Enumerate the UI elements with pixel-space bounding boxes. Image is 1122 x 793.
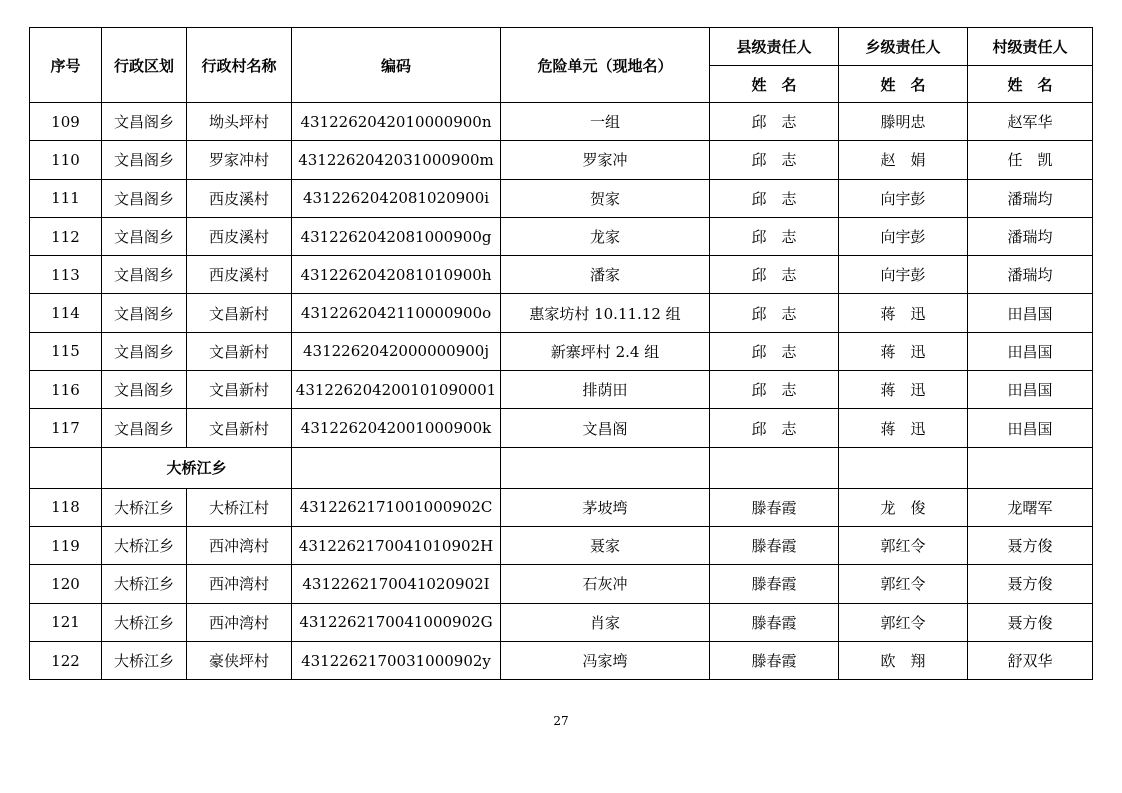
cell-seq: 119 [30,526,102,564]
table-row [30,332,1093,370]
section-row [30,447,1093,488]
cell-village-person: 龙曙军 [968,488,1093,526]
cell-seq: 112 [30,217,102,255]
cell-township-person: 赵 娟 [839,141,968,179]
cell-county-person: 滕春霞 [710,565,839,603]
cell-seq: 118 [30,488,102,526]
cell-code: 4312262042081010900h [292,256,501,294]
cell-code: 4312262171001000902C [292,488,501,526]
cell-village-person: 潘瑞均 [968,217,1093,255]
section-empty-cell [710,447,839,488]
col-header-county-name: 姓 名 [710,66,839,103]
cell-village-person: 田昌国 [968,409,1093,447]
col-header-village-resp: 村级责任人 [968,28,1093,66]
cell-unit: 冯家塆 [501,641,710,679]
cell-unit: 茅坡塆 [501,488,710,526]
col-header-village-name: 姓 名 [968,66,1093,103]
table-row [30,526,1093,564]
cell-county-person: 滕春霞 [710,526,839,564]
cell-district: 文昌阁乡 [102,294,187,332]
cell-village: 西皮溪村 [187,217,292,255]
table-body-daqiaojiang [30,488,1093,679]
cell-village: 坳头坪村 [187,103,292,141]
cell-district: 文昌阁乡 [102,409,187,447]
cell-code: 4312262170041020902I [292,565,501,603]
table-row [30,179,1093,217]
cell-district: 文昌阁乡 [102,371,187,409]
cell-seq: 116 [30,371,102,409]
cell-township-person: 蒋 迅 [839,371,968,409]
cell-seq: 110 [30,141,102,179]
cell-unit: 新寨坪村 2.4 组 [501,332,710,370]
cell-village: 文昌新村 [187,371,292,409]
cell-township-person: 龙 俊 [839,488,968,526]
header-row [30,28,1093,66]
cell-village: 西皮溪村 [187,256,292,294]
cell-unit: 聂家 [501,526,710,564]
cell-code: 4312262042081020900i [292,179,501,217]
cell-village-person: 潘瑞均 [968,179,1093,217]
cell-unit: 文昌阁 [501,409,710,447]
cell-district: 大桥江乡 [102,526,187,564]
cell-unit: 罗家冲 [501,141,710,179]
cell-code: 4312262170041010902H [292,526,501,564]
cell-seq: 121 [30,603,102,641]
cell-township-person: 蒋 迅 [839,332,968,370]
cell-district: 文昌阁乡 [102,332,187,370]
cell-township-person: 向宇彭 [839,256,968,294]
cell-district: 文昌阁乡 [102,217,187,255]
cell-county-person: 邱 志 [710,217,839,255]
cell-county-person: 邱 志 [710,103,839,141]
cell-village: 西皮溪村 [187,179,292,217]
cell-village: 文昌新村 [187,409,292,447]
cell-seq: 109 [30,103,102,141]
section-empty-cell [968,447,1093,488]
section-empty-cell [839,447,968,488]
cell-county-person: 邱 志 [710,409,839,447]
cell-code: 4312262042000000900j [292,332,501,370]
cell-unit: 一组 [501,103,710,141]
cell-township-person: 欧 翔 [839,641,968,679]
section-empty-cell [30,447,102,488]
table-row [30,409,1093,447]
cell-county-person: 邱 志 [710,294,839,332]
cell-code: 4312262170031000902y [292,641,501,679]
cell-seq: 117 [30,409,102,447]
table-row [30,565,1093,603]
cell-county-person: 滕春霞 [710,603,839,641]
cell-code: 4312262042110000900o [292,294,501,332]
col-header-unit: 危险单元（现地名） [501,28,710,103]
table-section [30,447,1093,488]
cell-unit: 龙家 [501,217,710,255]
cell-township-person: 郭红令 [839,565,968,603]
table-row [30,141,1093,179]
table-row [30,103,1093,141]
cell-code: 4312262042010000900n [292,103,501,141]
cell-county-person: 邱 志 [710,179,839,217]
cell-district: 大桥江乡 [102,641,187,679]
cell-village-person: 聂方俊 [968,565,1093,603]
cell-township-person: 郭红令 [839,526,968,564]
table-row [30,488,1093,526]
cell-village: 大桥江村 [187,488,292,526]
cell-seq: 122 [30,641,102,679]
cell-county-person: 邱 志 [710,332,839,370]
cell-village-person: 田昌国 [968,294,1093,332]
table-row [30,603,1093,641]
cell-unit: 贺家 [501,179,710,217]
cell-seq: 111 [30,179,102,217]
cell-seq: 113 [30,256,102,294]
cell-unit: 潘家 [501,256,710,294]
cell-village-person: 赵军华 [968,103,1093,141]
col-header-seq: 序号 [30,28,102,103]
cell-district: 文昌阁乡 [102,141,187,179]
cell-code: 431226204200101090001 [292,371,501,409]
cell-village: 西冲湾村 [187,526,292,564]
col-header-township: 乡级责任人 [839,28,968,66]
cell-code: 4312262042001000900k [292,409,501,447]
cell-village: 豪侠坪村 [187,641,292,679]
cell-county-person: 邱 志 [710,371,839,409]
table-row [30,371,1093,409]
cell-district: 文昌阁乡 [102,179,187,217]
cell-district: 大桥江乡 [102,488,187,526]
table-body-wenchangge [30,103,1093,448]
cell-unit: 肖家 [501,603,710,641]
cell-village-person: 田昌国 [968,332,1093,370]
col-header-code: 编码 [292,28,501,103]
cell-county-person: 滕春霞 [710,488,839,526]
cell-code: 4312262170041000902G [292,603,501,641]
section-title: 大桥江乡 [102,447,292,488]
cell-county-person: 邱 志 [710,141,839,179]
cell-village-person: 田昌国 [968,371,1093,409]
cell-village: 文昌新村 [187,332,292,370]
table-row [30,641,1093,679]
cell-code: 4312262042031000900m [292,141,501,179]
section-empty-cell [292,447,501,488]
cell-unit: 惠家坊村 10.11.12 组 [501,294,710,332]
cell-seq: 114 [30,294,102,332]
col-header-county: 县级责任人 [710,28,839,66]
table-row [30,217,1093,255]
section-empty-cell [501,447,710,488]
responsibility-table [29,27,1093,680]
cell-district: 大桥江乡 [102,603,187,641]
cell-village-person: 聂方俊 [968,603,1093,641]
cell-village-person: 聂方俊 [968,526,1093,564]
cell-village-person: 任 凯 [968,141,1093,179]
cell-township-person: 蒋 迅 [839,294,968,332]
cell-seq: 115 [30,332,102,370]
cell-district: 大桥江乡 [102,565,187,603]
cell-township-person: 向宇彭 [839,217,968,255]
cell-township-person: 滕明忠 [839,103,968,141]
table-row [30,256,1093,294]
cell-district: 文昌阁乡 [102,103,187,141]
cell-unit: 排荫田 [501,371,710,409]
cell-unit: 石灰冲 [501,565,710,603]
cell-village: 罗家冲村 [187,141,292,179]
cell-county-person: 邱 志 [710,256,839,294]
col-header-village: 行政村名称 [187,28,292,103]
cell-township-person: 蒋 迅 [839,409,968,447]
cell-district: 文昌阁乡 [102,256,187,294]
cell-county-person: 滕春霞 [710,641,839,679]
col-header-township-name: 姓 名 [839,66,968,103]
cell-township-person: 郭红令 [839,603,968,641]
cell-code: 4312262042081000900g [292,217,501,255]
cell-village-person: 舒双华 [968,641,1093,679]
cell-seq: 120 [30,565,102,603]
table-row [30,294,1093,332]
cell-village: 西冲湾村 [187,603,292,641]
col-header-district: 行政区划 [102,28,187,103]
cell-village: 西冲湾村 [187,565,292,603]
cell-village: 文昌新村 [187,294,292,332]
cell-village-person: 潘瑞均 [968,256,1093,294]
page-number: 27 [553,714,569,728]
cell-township-person: 向宇彭 [839,179,968,217]
